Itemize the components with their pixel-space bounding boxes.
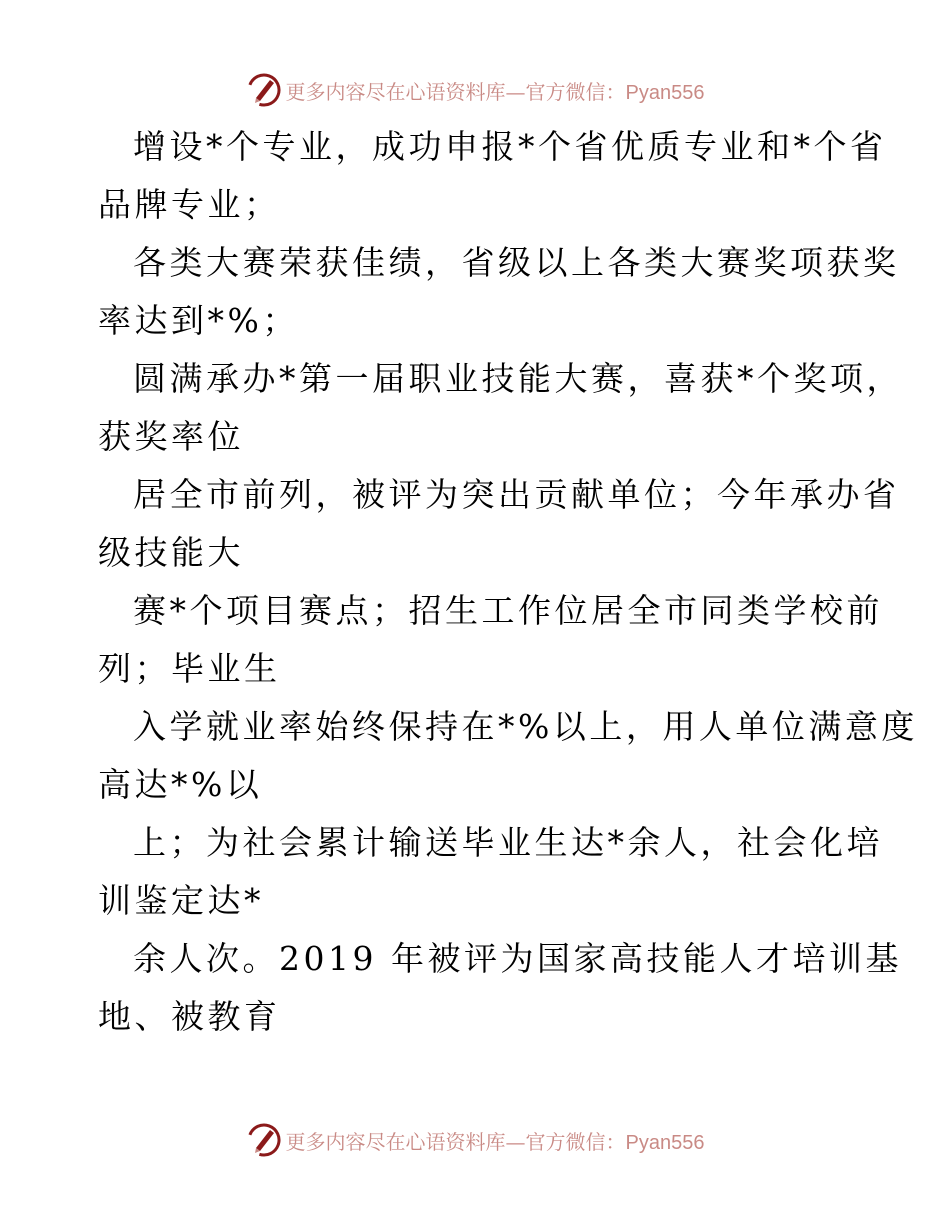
paragraph-line: 上；为社会累计输送毕业生达*余人，社会化培 xyxy=(133,823,883,862)
paragraph-line: 各类大赛荣获佳绩，省级以上各类大赛奖项获奖 xyxy=(133,243,900,282)
paragraph-line: 地、被教育 xyxy=(98,997,281,1036)
paragraph xyxy=(0,930,950,1046)
paragraph xyxy=(0,118,950,234)
paragraph-line: 居全市前列，被评为突出贡献单位；今年承办省 xyxy=(133,475,900,514)
paragraph-line: 圆满承办*第一届职业技能大赛，喜获*个奖项， xyxy=(133,359,903,398)
footer-wechat-id: Pyan556 xyxy=(625,1131,705,1154)
paragraph xyxy=(0,234,950,350)
paragraph-line: 赛*个项目赛点；招生工作位居全市同类学校前 xyxy=(133,591,883,630)
paragraph xyxy=(0,350,950,466)
paragraph-line: 增设*个专业，成功申报*个省优质专业和*个省 xyxy=(133,127,887,166)
footer-site-text: 更多内容尽在心语资料库—官方微信： xyxy=(285,1129,626,1154)
header-banner-text xyxy=(286,76,705,105)
footer-banner-text xyxy=(286,1126,705,1155)
paragraph-line: 率达到*%； xyxy=(98,301,299,340)
document-body xyxy=(0,118,950,1046)
paragraph-line: 获奖率位 xyxy=(98,417,244,456)
footer-banner xyxy=(0,1120,950,1160)
paragraph-line: 训鉴定达* xyxy=(98,881,264,920)
paragraph-line: 余人次。2019 年被评为国家高技能人才培训基 xyxy=(133,939,902,978)
header-wechat-id: Pyan556 xyxy=(625,81,705,104)
header-site-text: 更多内容尽在心语资料库—官方微信： xyxy=(285,79,626,104)
pen-circle-logo-icon xyxy=(246,72,282,108)
paragraph-line: 列；毕业生 xyxy=(98,649,281,688)
paragraph xyxy=(0,466,950,582)
pen-circle-logo-icon xyxy=(246,1122,282,1158)
paragraph xyxy=(0,698,950,814)
paragraph-line: 品牌专业； xyxy=(98,185,281,224)
paragraph-line: 入学就业率始终保持在*%以上，用人单位满意度 xyxy=(133,707,918,746)
paragraph-line: 级技能大 xyxy=(98,533,244,572)
header-banner xyxy=(0,70,950,110)
paragraph xyxy=(0,814,950,930)
paragraph-line: 高达*%以 xyxy=(98,765,263,804)
paragraph xyxy=(0,582,950,698)
